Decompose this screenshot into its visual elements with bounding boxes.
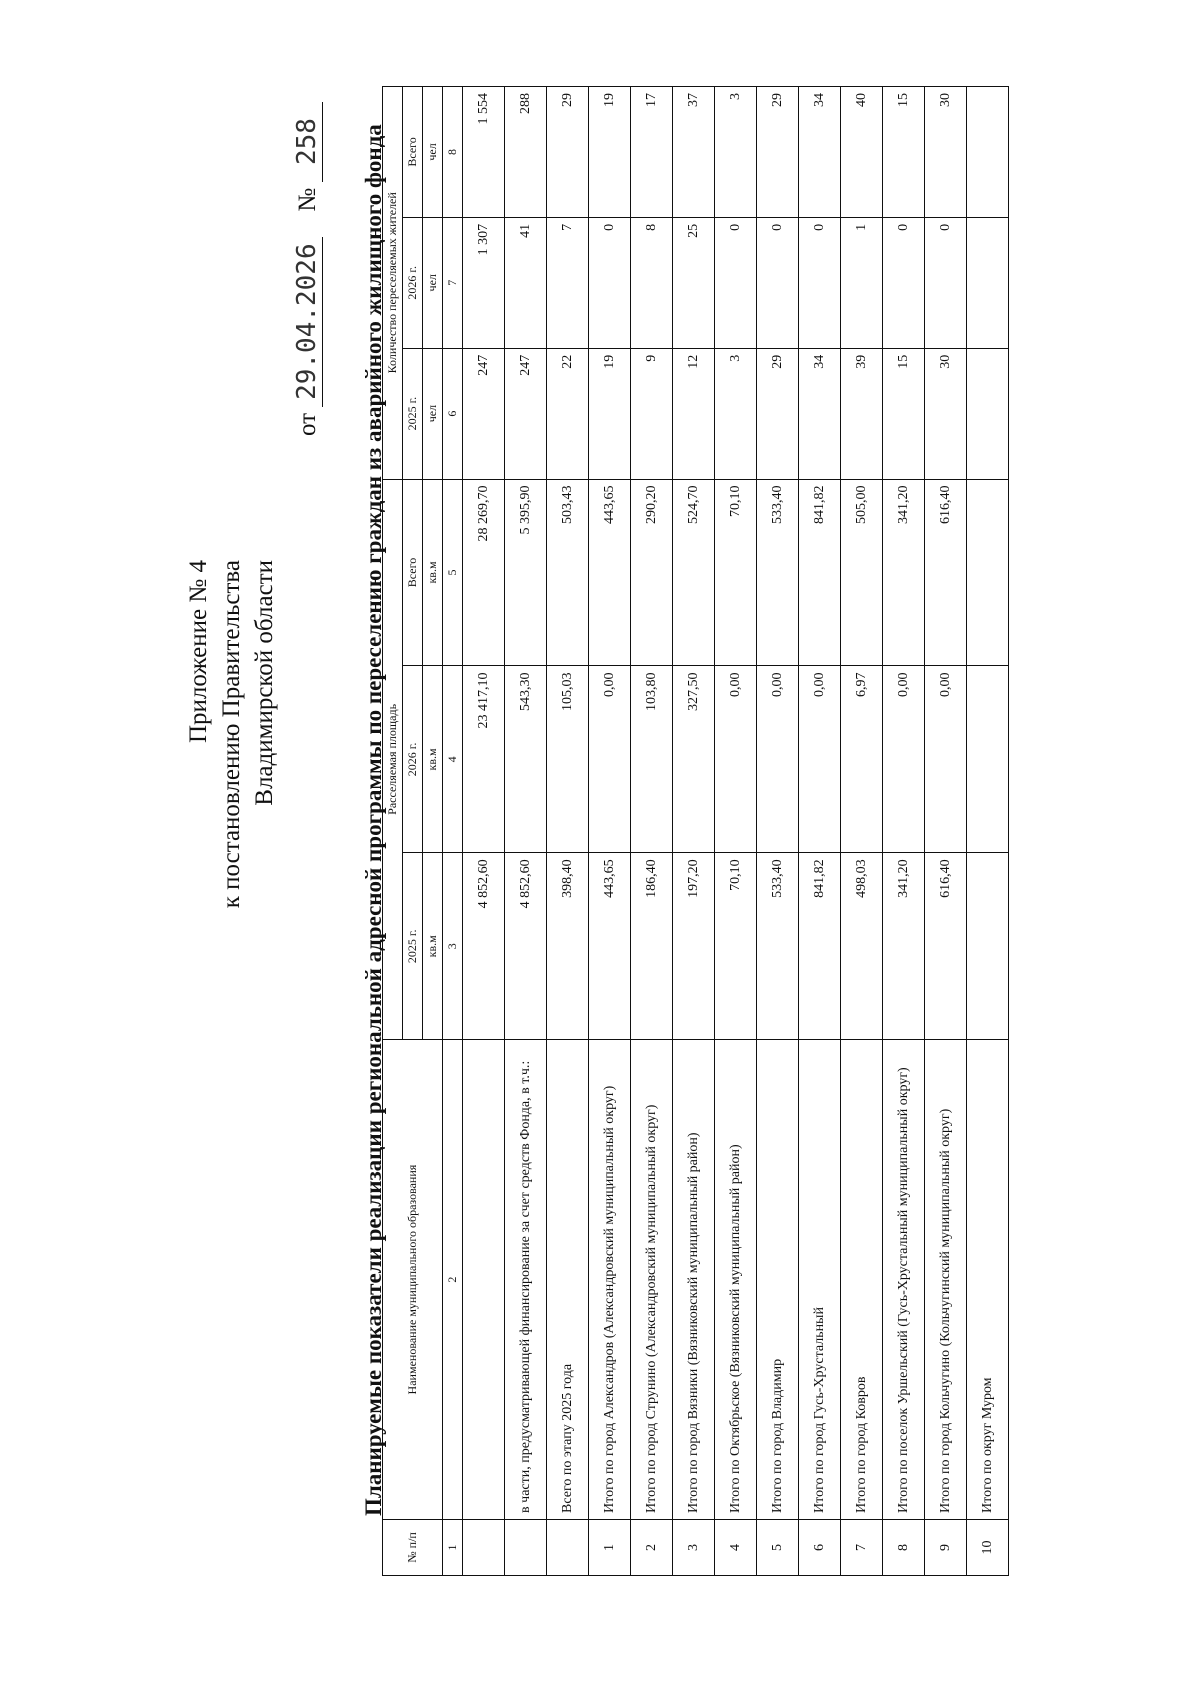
row-name: Итого по город Владимир bbox=[757, 1040, 799, 1520]
people-2026: 8 bbox=[631, 217, 673, 348]
table-row bbox=[925, 87, 967, 1576]
people-2026 bbox=[967, 217, 1009, 348]
row-number bbox=[505, 1519, 547, 1575]
people-2026: 1 307 bbox=[463, 217, 505, 348]
table-row bbox=[715, 87, 757, 1576]
people-total: 37 bbox=[673, 87, 715, 218]
col-number: 1 bbox=[443, 1519, 463, 1575]
people-2025: 22 bbox=[547, 348, 589, 479]
row-number: 8 bbox=[883, 1519, 925, 1575]
unit-people-2026: чел bbox=[423, 217, 443, 348]
col-number: 4 bbox=[443, 666, 463, 853]
area-2025: 341,20 bbox=[883, 853, 925, 1040]
resolution-date: 29.04.2026 bbox=[292, 237, 323, 407]
people-total: 29 bbox=[547, 87, 589, 218]
area-2025: 398,40 bbox=[547, 853, 589, 1040]
table-row bbox=[505, 87, 547, 1576]
header-name: Наименование муниципального образования bbox=[383, 1040, 443, 1520]
unit-area-2026: кв.м bbox=[423, 666, 443, 853]
area-2026: 6,97 bbox=[841, 666, 883, 853]
table-row bbox=[547, 87, 589, 1576]
area-2025: 186,40 bbox=[631, 853, 673, 1040]
area-total: 341,20 bbox=[883, 479, 925, 666]
header-people-total: Всего bbox=[403, 87, 423, 218]
area-total: 28 269,70 bbox=[463, 479, 505, 666]
document-title: Планируемые показатели реализации региональной адресной программы по переселению граждан из аварийного жилищного фонда bbox=[361, 124, 386, 1516]
row-name: Итого по город Вязники (Вязниковский муниципальный район) bbox=[673, 1040, 715, 1520]
people-2025: 29 bbox=[757, 348, 799, 479]
row-number: 2 bbox=[631, 1519, 673, 1575]
row-number bbox=[463, 1519, 505, 1575]
row-number: 4 bbox=[715, 1519, 757, 1575]
area-2025: 443,65 bbox=[589, 853, 631, 1040]
people-2025: 30 bbox=[925, 348, 967, 479]
table-row bbox=[631, 87, 673, 1576]
row-number: 9 bbox=[925, 1519, 967, 1575]
area-2026: 0,00 bbox=[715, 666, 757, 853]
people-2026: 0 bbox=[715, 217, 757, 348]
area-2025: 841,82 bbox=[799, 853, 841, 1040]
people-2026: 0 bbox=[925, 217, 967, 348]
people-total: 30 bbox=[925, 87, 967, 218]
people-2025 bbox=[967, 348, 1009, 479]
people-2025: 15 bbox=[883, 348, 925, 479]
header-people-2026: 2026 г. bbox=[403, 217, 423, 348]
area-2026: 0,00 bbox=[925, 666, 967, 853]
people-2025: 3 bbox=[715, 348, 757, 479]
area-total: 290,20 bbox=[631, 479, 673, 666]
table-header bbox=[383, 87, 463, 1576]
header-area-2025: 2025 г. bbox=[403, 853, 423, 1040]
area-total: 616,40 bbox=[925, 479, 967, 666]
row-name bbox=[463, 1040, 505, 1520]
table-row bbox=[883, 87, 925, 1576]
row-name: Итого по город Александров (Александровский муниципальный округ) bbox=[589, 1040, 631, 1520]
people-total: 40 bbox=[841, 87, 883, 218]
area-2025: 4 852,60 bbox=[505, 853, 547, 1040]
header-num: № п/п bbox=[383, 1519, 443, 1575]
resolution-reference bbox=[292, 102, 323, 436]
area-2025: 197,20 bbox=[673, 853, 715, 1040]
col-number: 7 bbox=[443, 217, 463, 348]
row-number bbox=[547, 1519, 589, 1575]
people-total: 34 bbox=[799, 87, 841, 218]
area-2026: 105,03 bbox=[547, 666, 589, 853]
unit-area-total: кв.м bbox=[423, 479, 443, 666]
area-2025: 70,10 bbox=[715, 853, 757, 1040]
row-number: 6 bbox=[799, 1519, 841, 1575]
people-2025: 9 bbox=[631, 348, 673, 479]
row-name: Итого по город Кольчугино (Кольчугинский муниципальный округ) bbox=[925, 1040, 967, 1520]
header-people-2025: 2025 г. bbox=[403, 348, 423, 479]
header-area-2026: 2026 г. bbox=[403, 666, 423, 853]
area-2025: 498,03 bbox=[841, 853, 883, 1040]
area-2026 bbox=[967, 666, 1009, 853]
people-2025: 19 bbox=[589, 348, 631, 479]
area-2025: 4 852,60 bbox=[463, 853, 505, 1040]
table-row bbox=[799, 87, 841, 1576]
col-number: 5 bbox=[443, 479, 463, 666]
row-number: 3 bbox=[673, 1519, 715, 1575]
unit-area-2025: кв.м bbox=[423, 853, 443, 1040]
table-row bbox=[967, 87, 1009, 1576]
row-name: в части, предусматривающей финансирование за счет средств Фонда, в т.ч.: bbox=[505, 1040, 547, 1520]
people-2026: 25 bbox=[673, 217, 715, 348]
header-area-group: Расселяемая площадь bbox=[383, 479, 403, 1040]
area-total bbox=[967, 479, 1009, 666]
area-2026: 103,80 bbox=[631, 666, 673, 853]
people-2026: 41 bbox=[505, 217, 547, 348]
col-number: 3 bbox=[443, 853, 463, 1040]
people-2026: 0 bbox=[799, 217, 841, 348]
people-2026: 7 bbox=[547, 217, 589, 348]
people-total: 1 554 bbox=[463, 87, 505, 218]
unit-people-2025: чел bbox=[423, 348, 443, 479]
people-2026: 0 bbox=[883, 217, 925, 348]
col-number: 8 bbox=[443, 87, 463, 218]
col-number: 6 bbox=[443, 348, 463, 479]
table-row bbox=[463, 87, 505, 1576]
people-2025: 247 bbox=[505, 348, 547, 479]
area-total: 841,82 bbox=[799, 479, 841, 666]
people-total: 29 bbox=[757, 87, 799, 218]
area-total: 503,43 bbox=[547, 479, 589, 666]
column-numbers-row bbox=[443, 87, 463, 1576]
unit-people-total: чел bbox=[423, 87, 443, 218]
area-2025: 533,40 bbox=[757, 853, 799, 1040]
area-total: 524,70 bbox=[673, 479, 715, 666]
row-name: Итого по Октябрьское (Вязниковский муниципальный район) bbox=[715, 1040, 757, 1520]
area-total: 70,10 bbox=[715, 479, 757, 666]
area-2026: 0,00 bbox=[757, 666, 799, 853]
people-total: 15 bbox=[883, 87, 925, 218]
people-2025: 247 bbox=[463, 348, 505, 479]
area-total: 5 395,90 bbox=[505, 479, 547, 666]
area-2025: 616,40 bbox=[925, 853, 967, 1040]
row-number: 7 bbox=[841, 1519, 883, 1575]
annex-subheading: к постановлению Правительства bbox=[218, 560, 245, 909]
number-prefix: № bbox=[294, 187, 321, 212]
people-total bbox=[967, 87, 1009, 218]
area-2026: 0,00 bbox=[883, 666, 925, 853]
area-total: 443,65 bbox=[589, 479, 631, 666]
row-name: Итого по город Ковров bbox=[841, 1040, 883, 1520]
indicators-table bbox=[382, 86, 1009, 1576]
area-2026: 23 417,10 bbox=[463, 666, 505, 853]
people-2025: 34 bbox=[799, 348, 841, 479]
row-number: 5 bbox=[757, 1519, 799, 1575]
people-2026: 0 bbox=[589, 217, 631, 348]
people-2026: 1 bbox=[841, 217, 883, 348]
people-total: 19 bbox=[589, 87, 631, 218]
table-row bbox=[673, 87, 715, 1576]
people-total: 288 bbox=[505, 87, 547, 218]
header-area-total: Всего bbox=[403, 479, 423, 666]
row-number: 1 bbox=[589, 1519, 631, 1575]
resolution-number: 258 bbox=[292, 102, 323, 182]
area-total: 505,00 bbox=[841, 479, 883, 666]
area-total: 533,40 bbox=[757, 479, 799, 666]
row-number: 10 bbox=[967, 1519, 1009, 1575]
col-number: 2 bbox=[443, 1040, 463, 1520]
area-2026: 327,50 bbox=[673, 666, 715, 853]
header-people-group: Количество переселяемых жителей bbox=[383, 87, 403, 480]
people-2025: 12 bbox=[673, 348, 715, 479]
people-2025: 39 bbox=[841, 348, 883, 479]
area-2026: 0,00 bbox=[799, 666, 841, 853]
table-row bbox=[589, 87, 631, 1576]
annex-heading: Приложение № 4 bbox=[185, 560, 212, 744]
people-total: 17 bbox=[631, 87, 673, 218]
row-name: Итого по округ Муром bbox=[967, 1040, 1009, 1520]
row-name: Итого по город Струнино (Александровский муниципальный округ) bbox=[631, 1040, 673, 1520]
people-total: 3 bbox=[715, 87, 757, 218]
people-2026: 0 bbox=[757, 217, 799, 348]
table-row bbox=[757, 87, 799, 1576]
area-2026: 543,30 bbox=[505, 666, 547, 853]
row-name: Итого по город Гусь-Хрустальный bbox=[799, 1040, 841, 1520]
table-body bbox=[463, 87, 1009, 1576]
table-row bbox=[841, 87, 883, 1576]
annex-region: Владимирской области bbox=[251, 560, 278, 806]
row-name: Всего по этапу 2025 года bbox=[547, 1040, 589, 1520]
area-2025 bbox=[967, 853, 1009, 1040]
date-prefix: от bbox=[294, 412, 321, 436]
area-2026: 0,00 bbox=[589, 666, 631, 853]
row-name: Итого по поселок Уршельский (Гусь-Хрустальный муниципальный округ) bbox=[883, 1040, 925, 1520]
